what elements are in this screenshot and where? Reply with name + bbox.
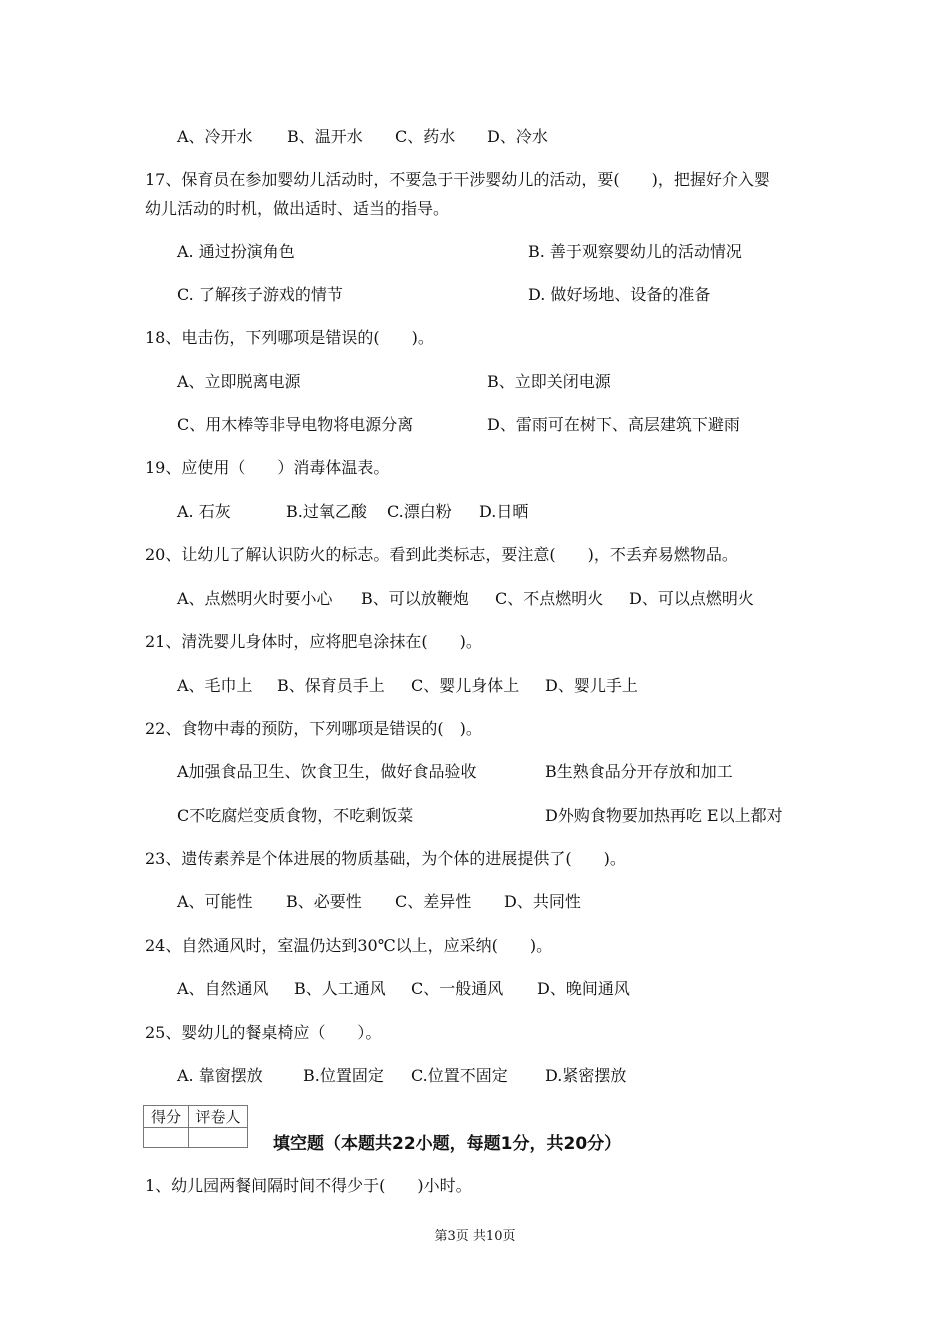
grader-header: 评卷人 [189,1106,248,1128]
q16-option-a: A、冷开水 [177,127,253,146]
q16-option-c: C、药水 [395,127,456,146]
q21-option-c: C、婴儿身体上 [411,676,520,695]
q19-option-d: D.日晒 [479,502,529,521]
q23-option-d: D、共同性 [504,892,581,911]
q19-option-c: C.漂白粉 [387,502,452,521]
q21-text: 21、清洗婴儿身体时，应将肥皂涂抹在( )。 [145,632,482,651]
q17-option-d: D. 做好场地、设备的准备 [528,285,711,304]
section-title: 填空题（本题共22小题，每题1分，共20分） [273,1134,622,1154]
q20-option-d: D、可以点燃明火 [629,589,754,608]
q19-option-a: A. 石灰 [177,502,231,521]
fill-question-1: 1、幼儿园两餐间隔时间不得少于( )小时。 [145,1176,472,1195]
q19-option-b: B.过氧乙酸 [286,502,367,521]
q20-text: 20、让幼儿了解认识防火的标志。看到此类标志，要注意( )，不丢弃易燃物品。 [145,545,738,564]
q17-text-line2: 幼儿活动的时机，做出适时、适当的指导。 [145,199,450,218]
q25-text: 25、婴幼儿的餐桌椅应（ ）。 [145,1023,382,1042]
q24-options [0,979,950,999]
q17-options-row1 [0,242,950,262]
q22-option-b: B生熟食品分开存放和加工 [545,762,733,781]
q25-option-b: B.位置固定 [303,1066,384,1085]
q22-option-a: A加强食品卫生、饮食卫生，做好食品验收 [177,762,477,781]
q18-option-b: B、立即关闭电源 [487,372,611,391]
q20-option-c: C、不点燃明火 [495,589,604,608]
q23-option-b: B、必要性 [286,892,362,911]
q25-options [0,1066,950,1086]
q21-options [0,676,950,696]
q17-options-row2 [0,285,950,305]
q18-option-c: C、用木棒等非导电物将电源分离 [177,415,414,434]
q18-text: 18、电击伤，下列哪项是错误的( )。 [145,328,434,347]
page-footer: 第3页 共10页 [434,1229,516,1244]
q18-option-d: D、雷雨可在树下、高层建筑下避雨 [487,415,740,434]
q24-text: 24、自然通风时，室温仍达到30℃以上，应采纳( )。 [145,936,553,955]
q18-option-a: A、立即脱离电源 [177,372,301,391]
score-table [143,1105,248,1148]
q16-options [0,127,950,147]
q24-option-c: C、一般通风 [411,979,504,998]
grader-cell [189,1128,248,1148]
q25-option-d: D.紧密摆放 [545,1066,627,1085]
q22-option-d: D外购食物要加热再吃 E以上都对 [545,806,783,825]
q21-option-a: A、毛巾上 [177,676,253,695]
q20-option-a: A、点燃明火时要小心 [177,589,333,608]
q19-text: 19、应使用（ ）消毒体温表。 [145,458,390,477]
q24-option-b: B、人工通风 [294,979,386,998]
q16-option-d: D、冷水 [487,127,548,146]
q24-option-a: A、自然通风 [177,979,269,998]
q25-option-c: C.位置不固定 [411,1066,508,1085]
q23-options [0,892,950,912]
q23-option-a: A、可能性 [177,892,253,911]
q21-option-b: B、保育员手上 [277,676,385,695]
score-header: 得分 [144,1106,189,1128]
q20-options [0,589,950,609]
q24-option-d: D、晚间通风 [537,979,630,998]
q17-option-c: C. 了解孩子游戏的情节 [177,285,343,304]
q22-option-c: C不吃腐烂变质食物，不吃剩饭菜 [177,806,414,825]
q18-options-row2 [0,415,950,435]
q22-options-row1 [0,762,950,782]
q23-option-c: C、差异性 [395,892,472,911]
q25-option-a: A. 靠窗摆放 [177,1066,263,1085]
q22-text: 22、食物中毒的预防，下列哪项是错误的( )。 [145,719,482,738]
q17-option-b: B. 善于观察婴幼儿的活动情况 [528,242,742,261]
score-cell [144,1128,189,1148]
q23-text: 23、遗传素养是个体进展的物质基础，为个体的进展提供了( )。 [145,849,626,868]
q16-option-b: B、温开水 [287,127,363,146]
q17-text-line1: 17、保育员在参加婴幼儿活动时，不要急于干涉婴幼儿的活动，要( )，把握好介入婴 [145,170,770,189]
q20-option-b: B、可以放鞭炮 [361,589,469,608]
q22-options-row2 [0,806,950,826]
q19-options [0,502,950,522]
q17-option-a: A. 通过扮演角色 [177,242,295,261]
q18-options-row1 [0,372,950,392]
q21-option-d: D、婴儿手上 [545,676,638,695]
